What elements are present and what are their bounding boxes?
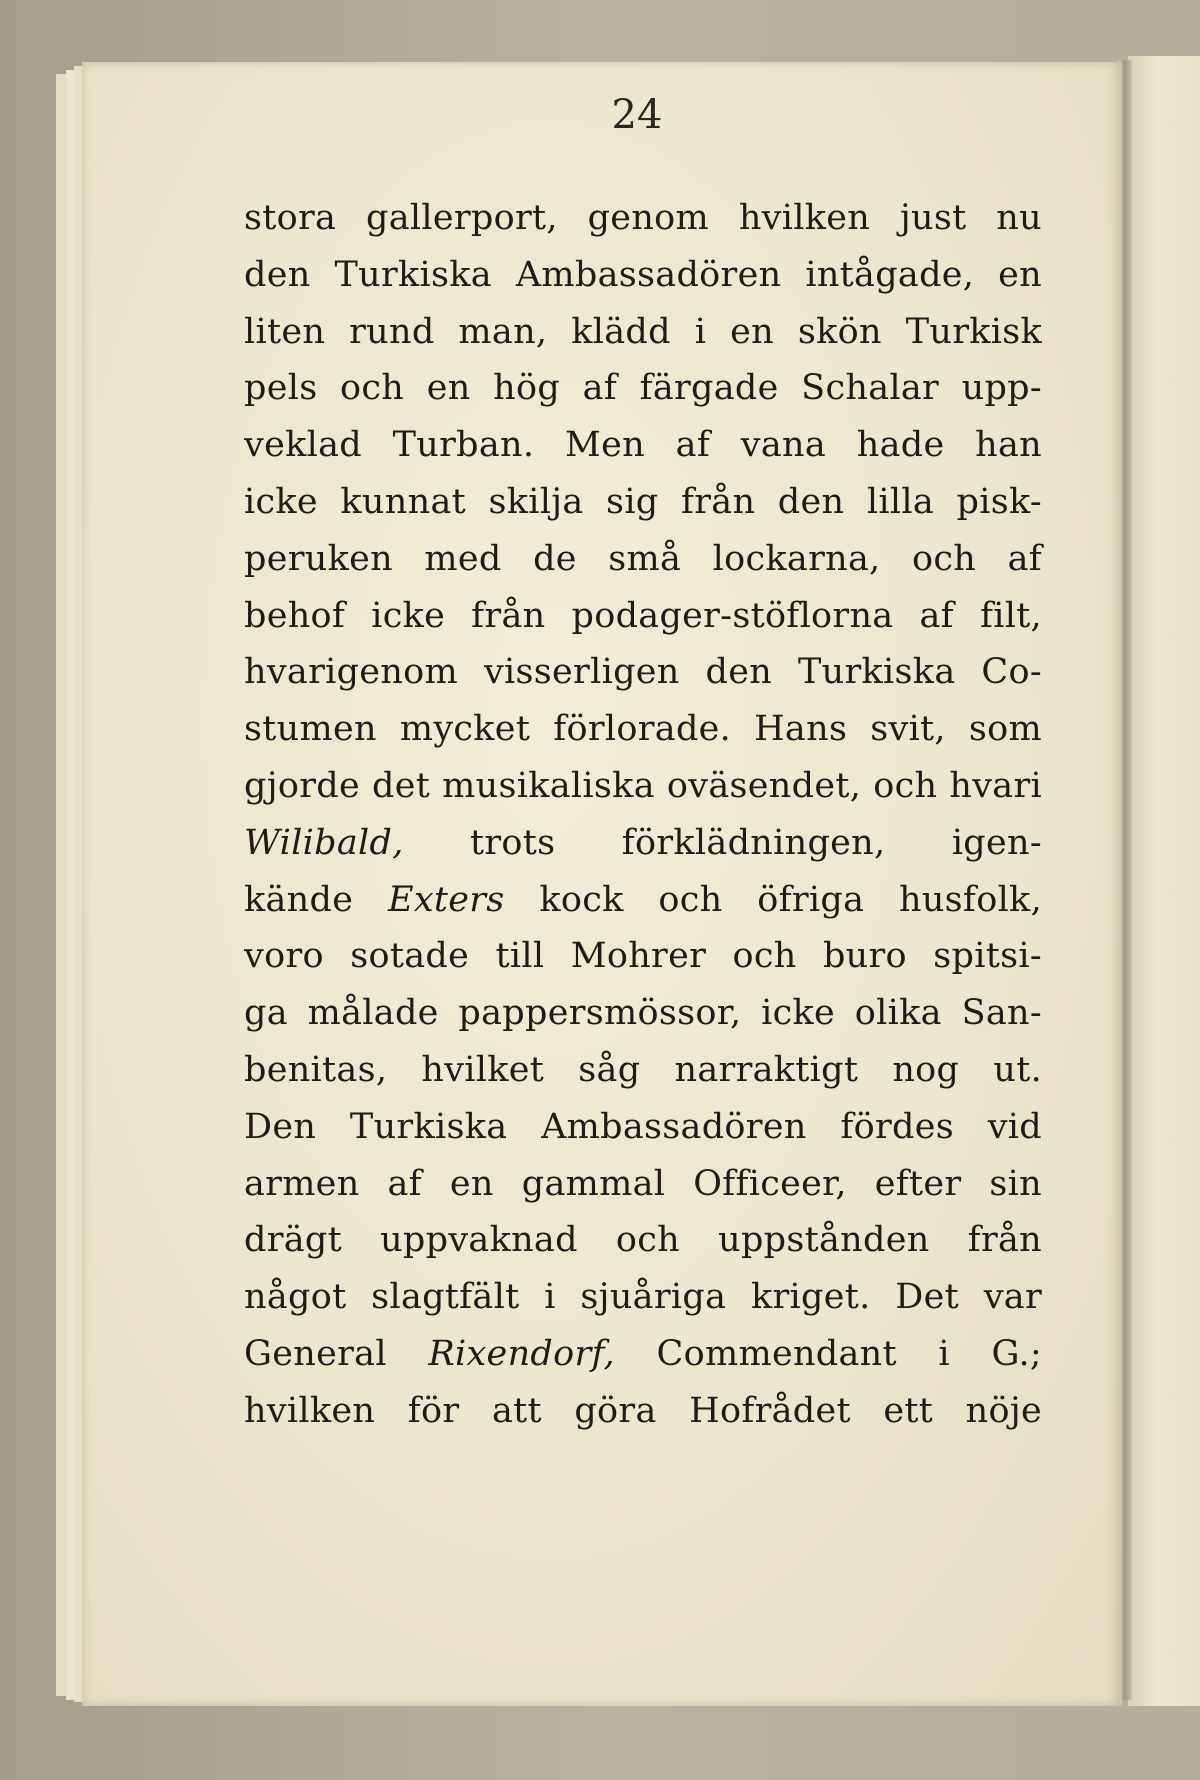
- body-text: [244, 190, 1042, 1440]
- facing-page: [1128, 56, 1200, 1706]
- text-line: hvilken för att göra Hofrådet ett nöje: [244, 1390, 1042, 1431]
- text-line: armen af en gammal Officeer, efter sin: [244, 1163, 1042, 1204]
- italic-name: Rixendorf,: [428, 1333, 615, 1374]
- text-line: liten rund man, klädd i en skön Turkisk: [244, 311, 1042, 352]
- text-segment: trots förklädningen, igen-: [403, 822, 1042, 863]
- text-line: ga målade pappersmössor, icke olika San-: [244, 993, 1042, 1034]
- italic-name: Wilibald,: [244, 822, 404, 863]
- text-line: voro sotade till Mohrer och buro spitsi-: [244, 936, 1042, 977]
- text-line: den Turkiska Ambassadören intågade, en: [244, 254, 1042, 295]
- text-line: hvarigenom visserligen den Turkiska Co-: [244, 652, 1042, 693]
- text-line: behof icke från podager-stöflorna af filt,: [244, 595, 1042, 636]
- text-segment: General: [244, 1333, 429, 1374]
- text-line: något slagtfält i sjuåriga kriget. Det var: [244, 1277, 1042, 1318]
- text-segment: kände: [244, 879, 388, 920]
- text-line: drägt uppvaknad och uppstånden från: [244, 1220, 1042, 1261]
- text-line: gjorde det musikaliska oväsendet, och hvari: [244, 765, 1042, 806]
- text-line: Den Turkiska Ambassadören fördes vid: [244, 1106, 1042, 1147]
- text-segment: kock och öfriga husfolk,: [504, 879, 1042, 920]
- text-line: [244, 815, 1042, 872]
- text-line: [244, 1326, 1042, 1383]
- page-number: 24: [611, 92, 663, 138]
- text-line: peruken med de små lockarna, och af: [244, 538, 1042, 579]
- text-line: icke kunnat skilja sig från den lilla pisk-: [244, 481, 1042, 522]
- text-segment: Commendant i G.;: [614, 1333, 1042, 1374]
- text-line: stora gallerport, genom hvilken just nu: [244, 198, 1042, 238]
- text-line: benitas, hvilket såg narraktigt nog ut.: [244, 1049, 1042, 1090]
- text-line: stumen mycket förlorade. Hans svit, som: [244, 709, 1042, 750]
- text-line: [244, 872, 1042, 929]
- text-line: veklad Turban. Men af vana hade han: [244, 425, 1042, 466]
- text-line: pels och en hög af färgade Schalar upp-: [244, 368, 1042, 409]
- book-page: [82, 62, 1122, 1706]
- italic-name: Exters: [388, 879, 505, 920]
